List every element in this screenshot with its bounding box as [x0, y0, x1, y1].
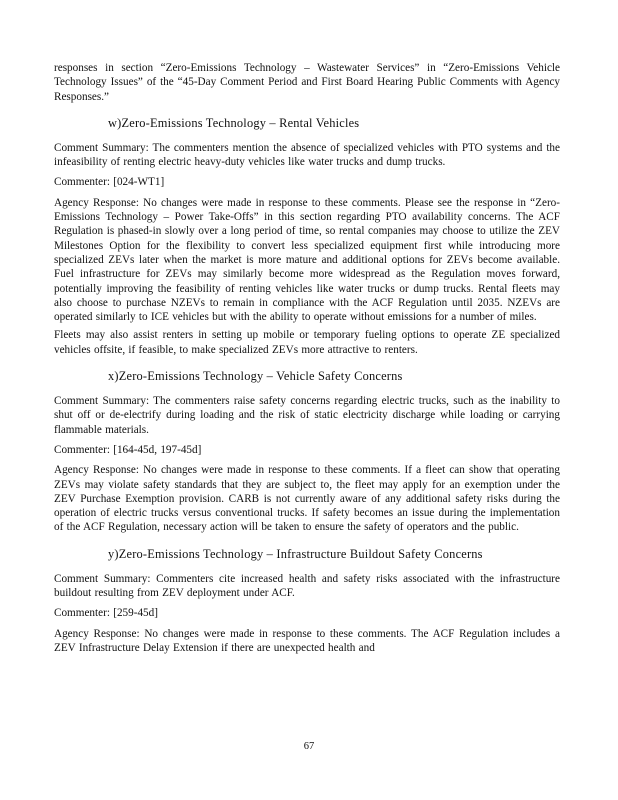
section-heading: x)Zero-Emissions Technology – Vehicle Safety Concerns [108, 369, 403, 384]
document-page [54, 61, 560, 661]
agency-response: Agency Response: No changes were made in response to these comments. The ACF Regulation includes a ZEV Infrastructure Delay Extension if there are unexpected health and [54, 627, 560, 654]
agency-response: Agency Response: No changes were made in response to these comments. Please see the response in “Zero-Emissions Technology – Power Take-Offs” in this section regarding PTO availability concerns. The ACF Regulation is phased-in slowly over a long period of time, so rental companies may choose to utilize the ZEV Milestones Option for the flexibility to convert less specialized equipment first while introducing more specialized ZEVs later when the market is more mature and additional options for ZEVs become available. Fuel infrastructure for ZEVs may similarly become more widespread as the Regulation moves forward, potentially improving the feasibility of renting vehicles like water trucks or dump trucks. Rental fleets may also choose to purchase NZEVs to remain in compliance with the ACF Regulation until 2035. NZEVs are operated similarly to ICE vehicles but with the ability to operate without emissions for a number of miles. [54, 196, 560, 324]
agency-response: Agency Response: No changes were made in response to these comments. If a fleet can show that operating ZEVs may violate safety standards that they are subject to, the fleet may apply for an exemption under the ZEV Purchase Exemption provision. CARB is not currently aware of any additional safety risks during the operation of electric trucks versus conventional trucks. If safety becomes an issue during the implementation of the ACF Regulation, necessary action will be taken to ensure the safety of operators and the public. [54, 464, 560, 534]
section-rental-vehicles [54, 116, 560, 357]
intro-paragraph: responses in section “Zero-Emissions Technology – Wastewater Services” in “Zero-Emissions Vehicle Technology Issues” of the “45-Day Comment Period and First Board Hearing Public Comments with Agency Responses.” [54, 62, 560, 103]
commenter-line: Commenter: [164-45d, 197-45d] [54, 443, 202, 456]
commenter-line: Commenter: [024-WT1] [54, 176, 165, 189]
agency-response-continued: Fleets may also assist renters in setting up mobile or temporary fueling options to operate ZE specialized vehicles offsite, if feasible, to make specialized ZEVs more attractive to renters. [54, 329, 560, 356]
comment-summary: Comment Summary: The commenters raise safety concerns regarding electric trucks, such as the inability to shut off or de-electrify during loading and the risk of static electricity discharge while loading or carrying flammable materials. [54, 395, 560, 436]
section-infrastructure-safety [54, 547, 560, 655]
commenter-line: Commenter: [259-45d] [54, 607, 158, 620]
section-heading: y)Zero-Emissions Technology – Infrastructure Buildout Safety Concerns [108, 546, 483, 561]
page-number: 67 [303, 741, 315, 752]
comment-summary: Comment Summary: Commenters cite increased health and safety risks associated with the infrastructure buildout resulting from ZEV deployment under ACF. [54, 572, 560, 600]
section-vehicle-safety [54, 369, 560, 535]
section-heading: w)Zero-Emissions Technology – Rental Vehicles [108, 115, 360, 130]
comment-summary: Comment Summary: The commenters mention the absence of specialized vehicles with PTO systems and the infeasibility of renting electric heavy-duty vehicles like water trucks and dump trucks. [54, 141, 560, 169]
